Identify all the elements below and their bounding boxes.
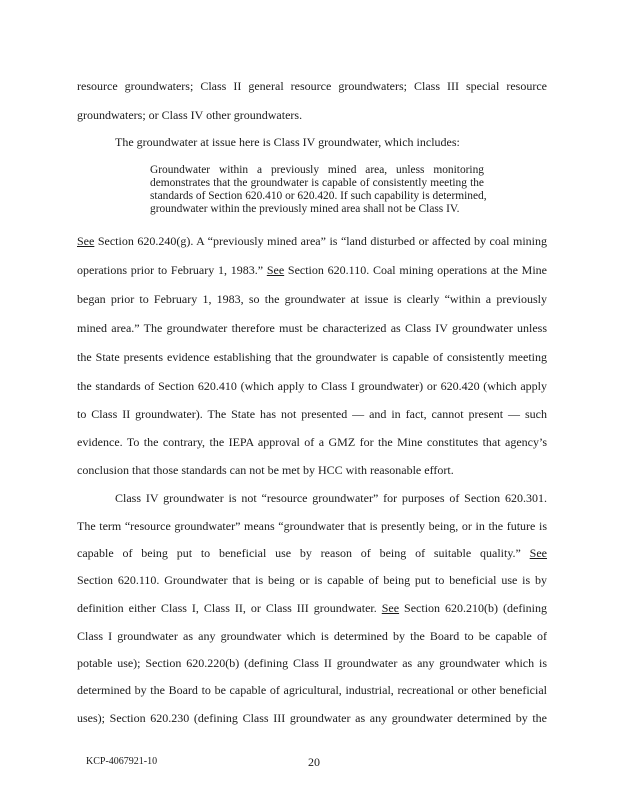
- text-line: [77, 234, 547, 248]
- quote-line: standards of Section 620.410 or 620.420. If such capability is determined,: [150, 190, 487, 202]
- text-line: Class IV groundwater is not “resource groundwater” for purposes of Section 620.301.: [115, 491, 547, 505]
- text-line: conclusion that those standards can not be met by HCC with reasonable effort.: [77, 463, 454, 477]
- text-run: operations prior to February 1, 1983.”: [77, 263, 267, 277]
- text-run: Section 620.240(g). A “previously mined area” is “land disturbed or affected by coal mining: [94, 234, 547, 248]
- text-line: Class I groundwater as any groundwater which is determined by the Board to be capable of: [77, 629, 547, 643]
- text-line: uses); Section 620.230 (defining Class III groundwater as any groundwater determined by the: [77, 711, 547, 725]
- see-signal: See: [77, 234, 95, 248]
- text-line: groundwaters; or Class IV other groundwaters.: [77, 108, 303, 122]
- text-line: determined by the Board to be capable of agricultural, industrial, recreational or other beneficial: [77, 683, 547, 697]
- text-line: evidence. To the contrary, the IEPA approval of a GMZ for the Mine constitutes that agency’s: [77, 435, 547, 449]
- text-line: the State presents evidence establishing that the groundwater is capable of consistently meeting: [77, 350, 547, 364]
- text-run: definition either Class I, Class II, or Class III groundwater.: [77, 601, 382, 615]
- text-line: The groundwater at issue here is Class IV groundwater, which includes:: [115, 135, 460, 149]
- page-number: 20: [308, 755, 320, 769]
- quote-line: Groundwater within a previously mined area, unless monitoring: [150, 164, 484, 176]
- see-signal: See: [381, 601, 400, 615]
- quote-line: groundwater within the previously mined area shall not be Class IV.: [150, 203, 460, 215]
- text-line: The term “resource groundwater” means “groundwater that is presently being, or in the future is: [77, 519, 547, 533]
- text-line: the standards of Section 620.410 (which apply to Class I groundwater) or 620.420 (which apply: [77, 379, 547, 393]
- text-line: [77, 263, 547, 277]
- text-line: resource groundwaters; Class II general resource groundwaters; Class III special resource: [77, 79, 547, 93]
- see-signal: See: [529, 546, 547, 560]
- see-signal: See: [266, 263, 285, 277]
- quote-line: demonstrates that the groundwater is capable of consistently meeting the: [150, 177, 484, 189]
- text-line: potable use); Section 620.220(b) (defining Class II groundwater as any groundwater which is: [77, 656, 547, 670]
- text-run: Section 620.210(b) (defining: [399, 601, 547, 615]
- text-run: Section 620.110. Coal mining operations at the Mine: [284, 263, 548, 277]
- text-line: [77, 601, 547, 615]
- text-run: capable of being put to beneficial use by reason of being of suitable quality.”: [77, 546, 530, 560]
- text-line: began prior to February 1, 1983, so the groundwater at issue is clearly “within a previously: [77, 292, 547, 306]
- text-line: Section 620.110. Groundwater that is being or is capable of being put to beneficial use is by: [77, 573, 547, 587]
- text-line: mined area.” The groundwater therefore must be characterized as Class IV groundwater unless: [77, 321, 547, 335]
- document-id: KCP-4067921-10: [86, 756, 158, 767]
- text-line: to Class II groundwater). The State has not presented — and in fact, cannot present — such: [77, 407, 547, 421]
- text-line: [77, 546, 547, 560]
